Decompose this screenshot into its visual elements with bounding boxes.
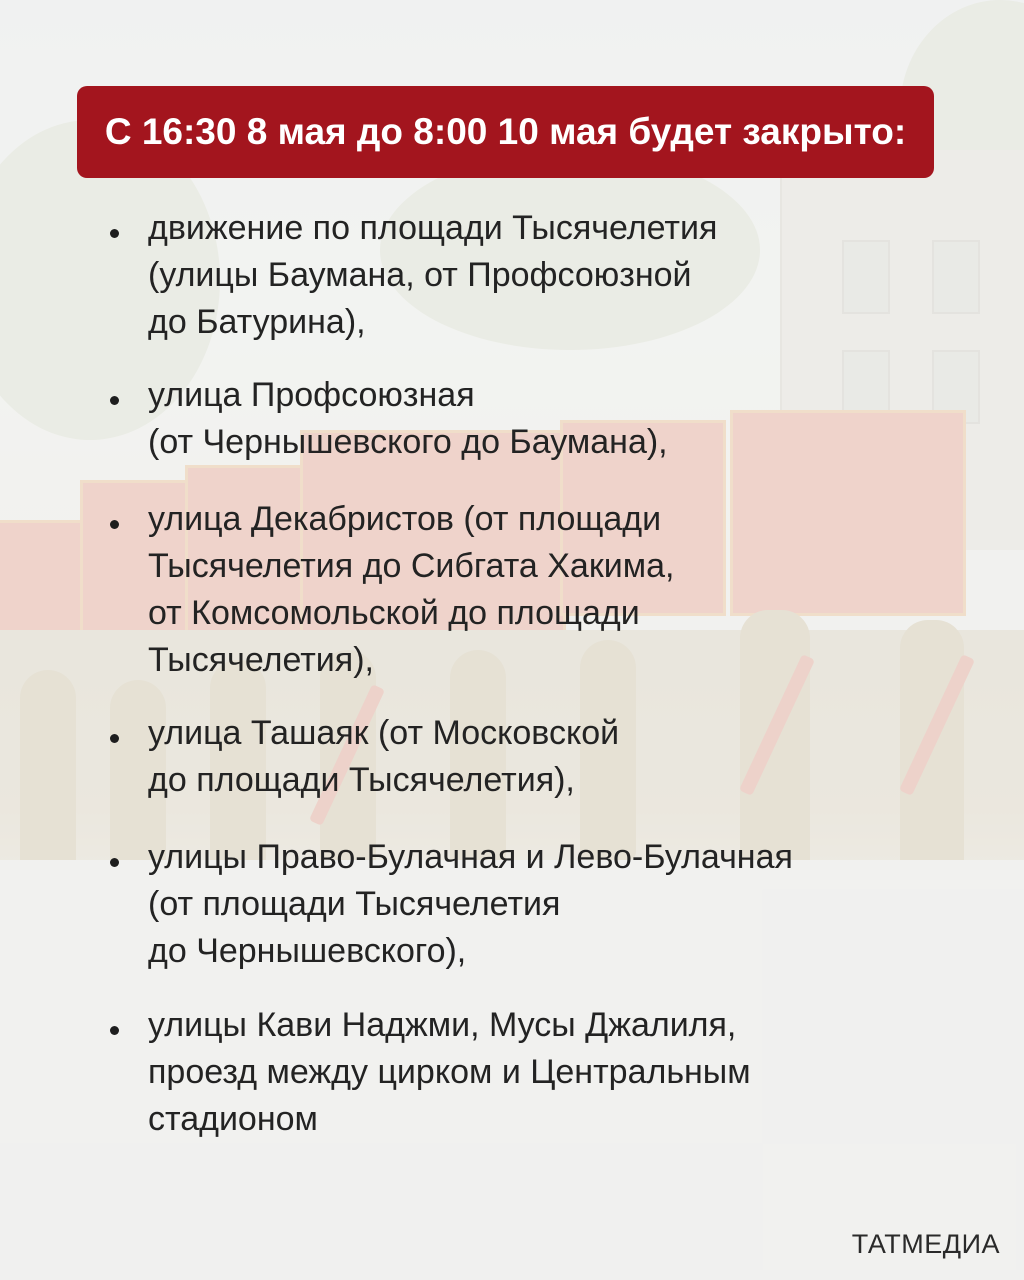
closure-line: (от площади Тысячелетия [148, 885, 561, 923]
closure-line: стадионом [148, 1100, 318, 1138]
closure-line: улицы Кави Наджми, Мусы Джалиля, [148, 1006, 737, 1044]
closure-line: улица Ташаяк (от Московской [148, 714, 620, 752]
closure-line: проезд между цирком и Центральным [148, 1053, 751, 1091]
bullet-icon [110, 858, 119, 867]
closure-line: до площади Тысячелетия), [148, 761, 575, 799]
closure-line: (улицы Баумана, от Профсоюзной [148, 256, 692, 294]
closure-line: Тысячелетия), [148, 641, 374, 679]
closure-line: до Чернышевского), [148, 932, 467, 970]
bullet-icon [110, 229, 119, 238]
closure-line: до Батурина), [148, 303, 366, 341]
closure-line: улица Декабристов (от площади [148, 500, 662, 538]
bullet-icon [110, 396, 119, 405]
brand-logo-text: ТАТМЕДИА [851, 1229, 1000, 1259]
closure-line: улицы Право-Булачная и Лево-Булачная [148, 838, 793, 876]
closure-line: от Комсомольской до площади [148, 594, 640, 632]
header-title: С 16:30 8 мая до 8:00 10 мая будет закрыто: [104, 111, 907, 152]
bullet-icon [110, 520, 119, 529]
bullet-icon [110, 1026, 119, 1035]
closure-header [77, 86, 934, 178]
closure-line: улица Профсоюзная [148, 376, 475, 414]
closure-line: движение по площади Тысячелетия [148, 209, 718, 247]
closure-line: (от Чернышевского до Баумана), [148, 423, 668, 461]
closure-line: Тысячелетия до Сибгата Хакима, [148, 547, 675, 585]
bullet-icon [110, 734, 119, 743]
